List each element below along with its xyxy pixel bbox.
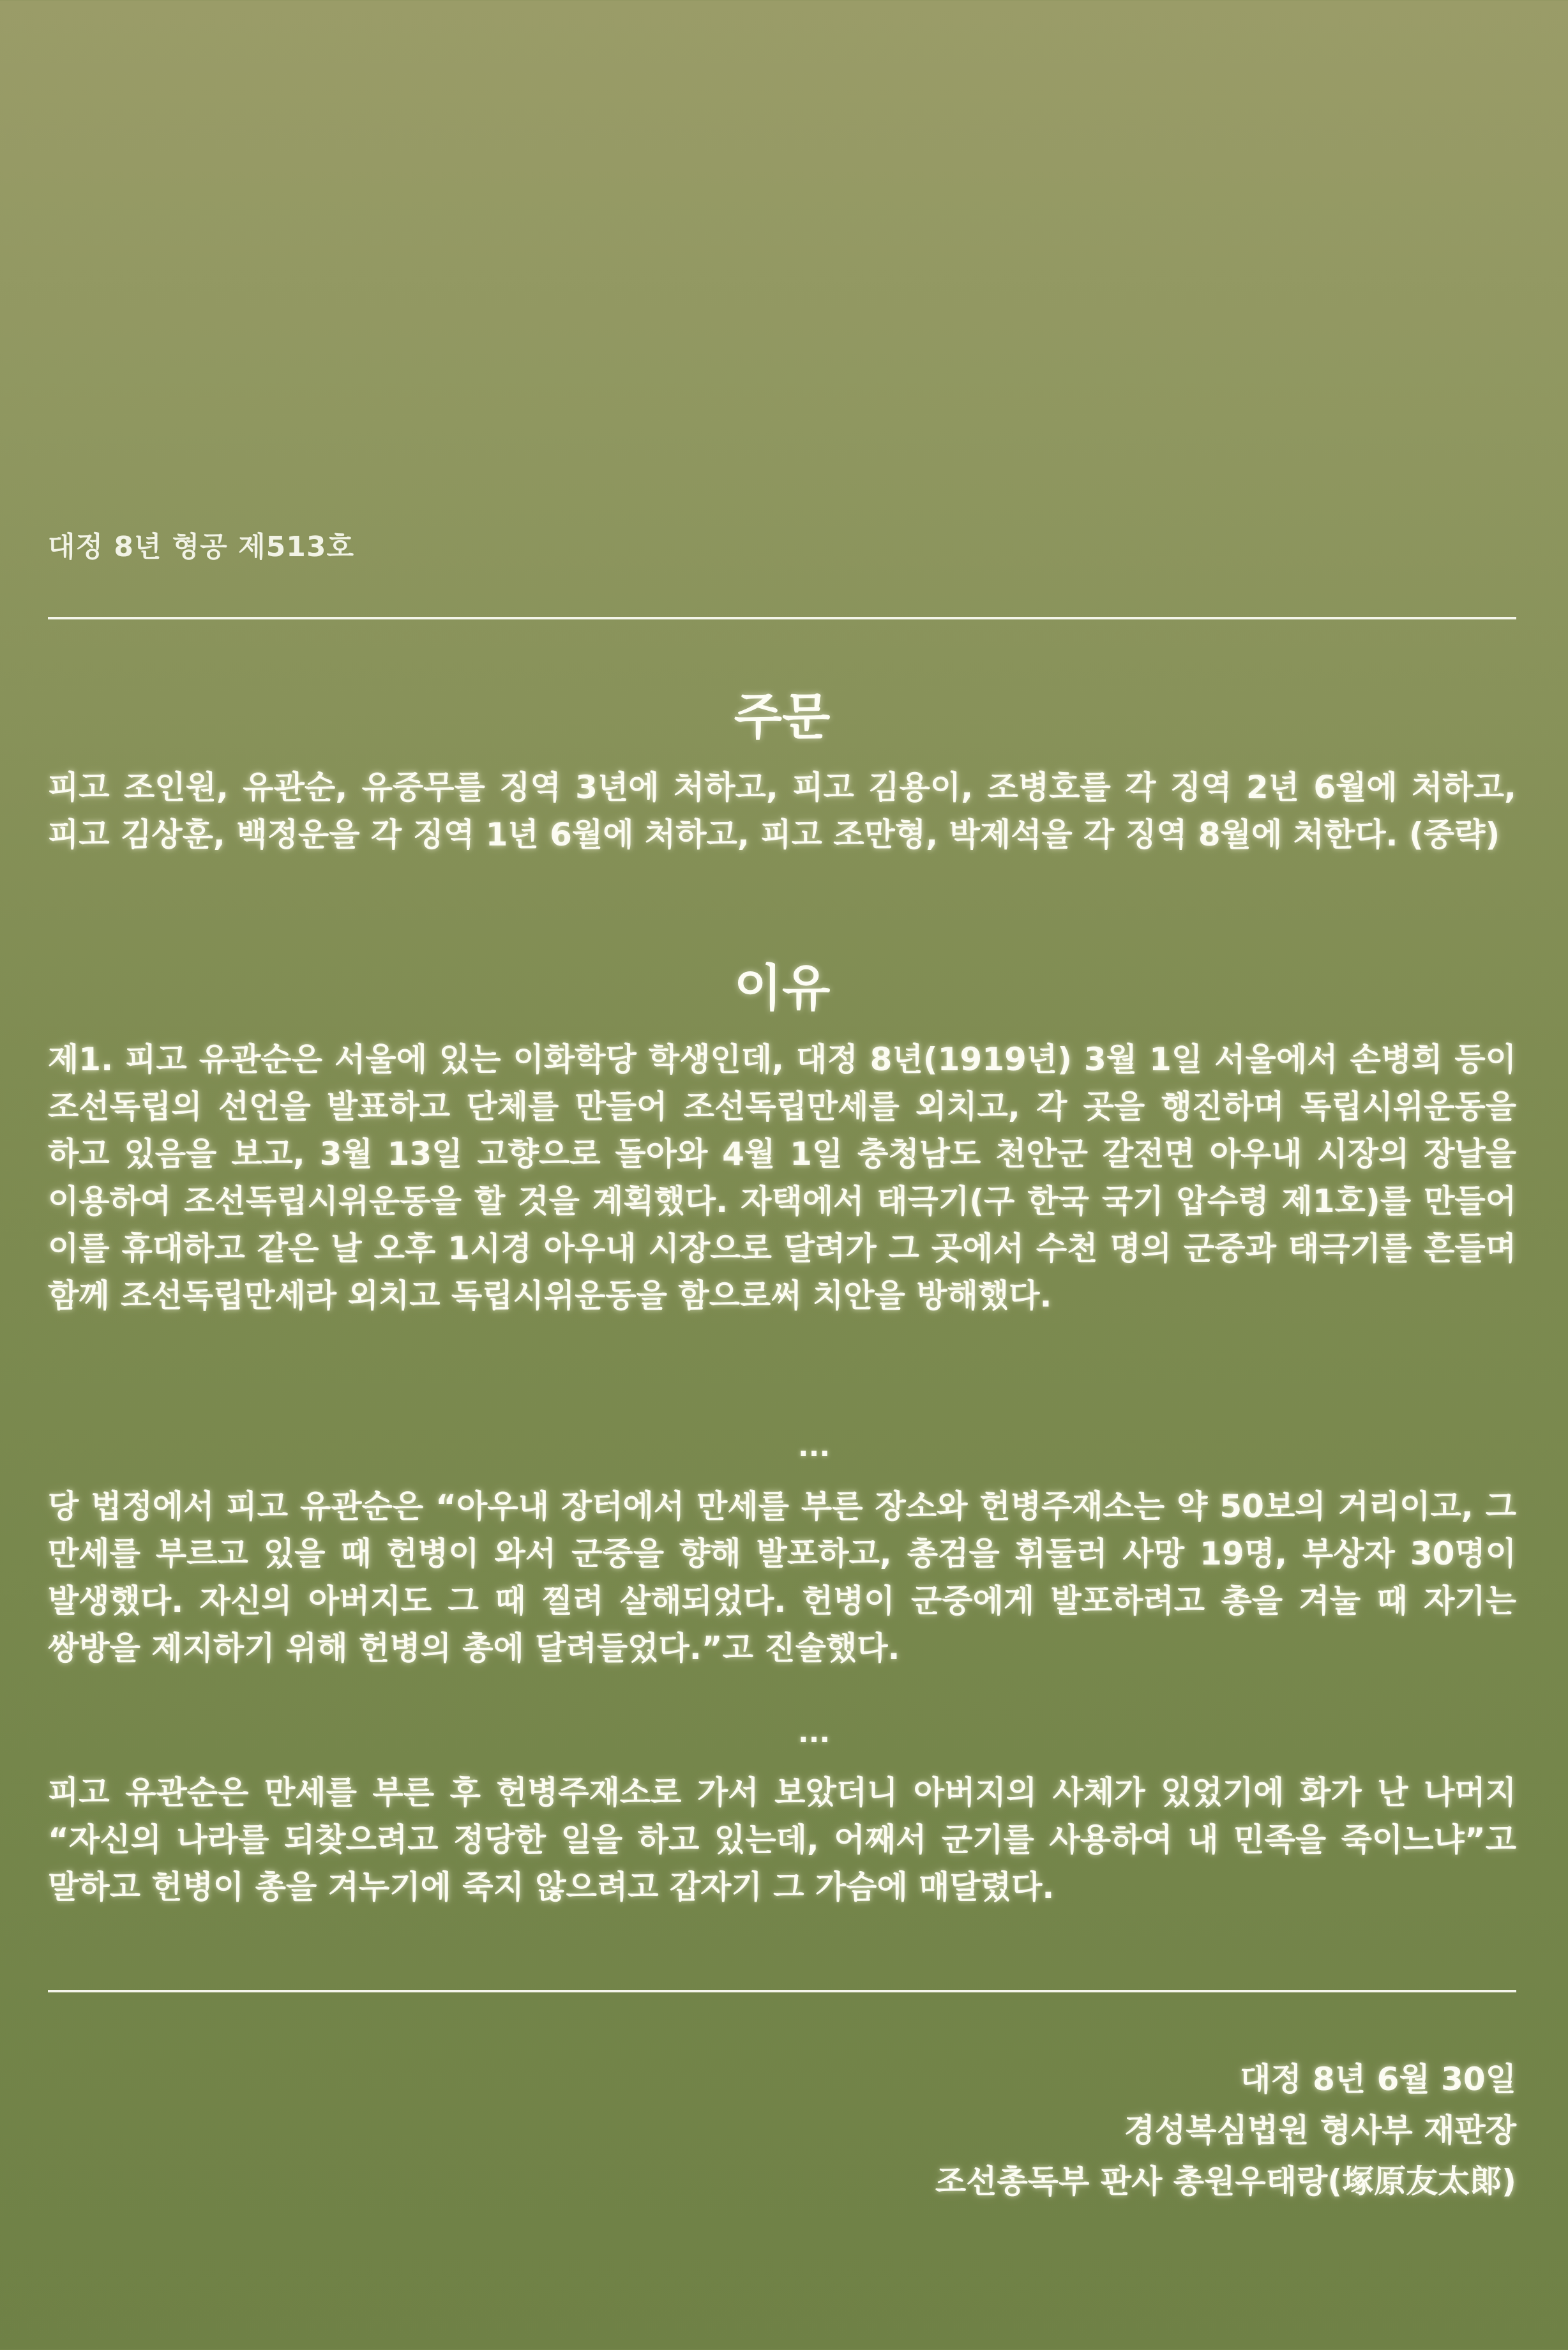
omission-marker: ... <box>797 1430 831 1463</box>
top-divider <box>48 617 1516 619</box>
final-statement-paragraph: 피고 유관순은 만세를 부른 후 헌병주재소로 가서 보았더니 아버지의 사체가 있었기에 화가 난 나머지 “자신의 나라를 되찾으려고 정당한 일을 하고 있는데, 어째서 군기를 사용하여 내 민족을 죽이느냐”고 말하고 헌병이 총을 겨누기에 죽지 않으려고 갑자기 그 가슴에 매달렸다. <box>48 1774 1516 1906</box>
judge-name: 조선총독부 판사 총원우태랑(塚原友太郞) <box>935 2163 1516 2200</box>
case-number: 대정 8년 형공 제513호 <box>48 531 354 563</box>
court-name: 경성복심법원 형사부 재판장 <box>1124 2112 1516 2149</box>
order-paragraph: 피고 조인원, 유관순, 유중무를 징역 3년에 처하고, 피고 김용이, 조병호를 각 징역 2년 6월에 처하고, 피고 김상훈, 백정운을 각 징역 1년 6월에 처하고, 피고 조만형, 박제석을 각 징역 8월에 처한다. (중략) <box>48 769 1516 853</box>
reason-fact-paragraph: 제1. 피고 유관순은 서울에 있는 이화학당 학생인데, 대정 8년(1919년) 3월 1일 서울에서 손병희 등이 조선독립의 선언을 발표하고 단체를 만들어 조선독립만세를 외치고, 각 곳을 행진하며 독립시위운동을 하고 있음을 보고, 3월 13일 고향으로 돌아와 4월 1일 충청남도 천안군 갈전면 아우내 시장의 장날을 이용하여 조선독립시위운동을 할 것을 계획했다. 자택에서 태극기(구 한국 국기 압수령 제1호)를 만들어 이를 휴대하고 같은 날 오후 1시경 아우내 시장으로 달려가 그 곳에서 수천 명의 군중과 태극기를 흔들며 함께 조선독립만세라 외치고 독립시위운동을 함으로써 치안을 방해했다. <box>48 1041 1516 1314</box>
verdict-date: 대정 8년 6월 30일 <box>1240 2061 1516 2098</box>
court-statement-paragraph: 당 법정에서 피고 유관순은 “아우내 장터에서 만세를 부른 장소와 헌병주재소는 약 50보의 거리이고, 그 만세를 부르고 있을 때 헌병이 와서 군중을 향해 발포하고, 총검을 휘둘러 사망 19명, 부상자 30명이 발생했다. 자신의 아버지도 그 때 찔려 살해되었다. 헌병이 군중에게 발포하려고 총을 겨눌 때 자기는 쌍방을 제지하기 위해 헌병의 총에 달려들었다.”고 진술했다. <box>48 1488 1516 1667</box>
bottom-divider <box>48 1990 1516 1992</box>
verdict-panel <box>48 0 1516 2350</box>
omission-marker: ... <box>797 1717 831 1749</box>
reason-heading: 이유 <box>734 960 831 1017</box>
order-heading: 주문 <box>734 688 831 746</box>
